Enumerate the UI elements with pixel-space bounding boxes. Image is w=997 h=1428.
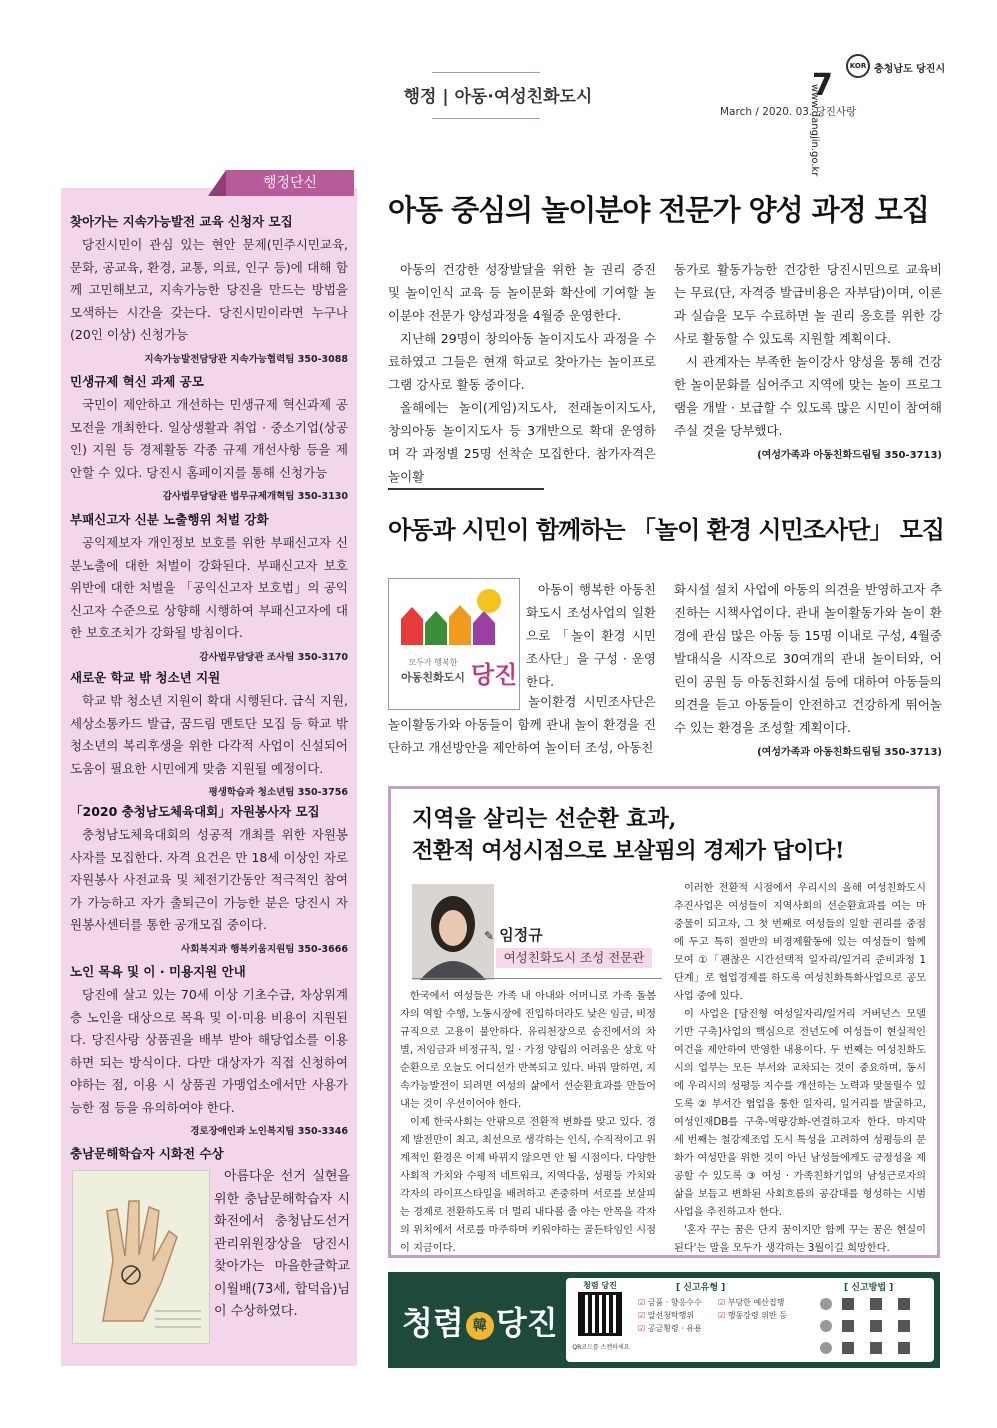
news-item <box>70 510 348 663</box>
report-types-col2 <box>718 1296 808 1322</box>
news-item <box>70 1144 348 1166</box>
section-title: 행정 | 아동·여성친화도시 <box>403 87 593 107</box>
news-poem-text <box>214 1166 350 1324</box>
logo-city: 당진 <box>471 661 518 689</box>
news-title: 부패신고자 신분 노출행위 처벌 강화 <box>70 512 269 527</box>
news-body: 당진시민이 관심 있는 현안 문제(민주시민교육, 문화, 공교육, 환경, 교통, 의료, 인구 등)에 대해 함께 고민해보고, 지속가능한 당진을 만드는 방법을 모색하는 시간을 갖는다. 당진시민이라면 누구나(20인 이상) 신청가능 <box>70 237 348 342</box>
news-source: 감사법무담당관 법무규제개혁팀 350-3130 <box>162 491 348 502</box>
author-photo <box>412 884 494 980</box>
article2-paragraph: 화시설 설치 사업에 아동의 의견을 반영하고자 추진하는 시책사업이다. 관내 놀이활동가와 놀이 환경에 관심 많은 아동 등 15명 이내로 구성, 4월중 발대식을 시작으로 30여개의 관내 놀이터와, 어린이 공원 등 아동친화시설 등에 대하여 아동들의 의견을 듣고 아동들이 안전하고 건강하게 뛰어놀 수 있는 환경을 조성할 계획이다. <box>674 582 942 735</box>
article1-paragraph: 올해에는 놀이(게임)지도사, 전래놀이지도사, 창의아동 놀이지도사 등 3개반으로 확대 운영하며 각 과정별 25명 선착순 모집한다. 참가자격은 놀이활 <box>388 400 656 484</box>
qr-code-icon[interactable] <box>578 1292 622 1336</box>
article1-paragraph: 시 관계자는 부족한 놀이강사 양성을 통해 건강한 놀이문화를 심어주고 지역에 맞는 놀이 프로그램을 개발 · 보급할 수 있도록 많은 시민이 참여해 주실 것을 당부했다. <box>674 354 942 438</box>
news-item <box>70 962 348 1137</box>
banner-logo-text-1: 청렴 <box>402 1304 464 1342</box>
news-body: 아름다운 선거 실현을 위한 충남문해학습자 시화전에서 충청남도선거관리위원장상을 당진시 찾아가는 마을한글학교 이월배(73세, 합덕읍)님이 수상하였다. <box>214 1169 350 1319</box>
news-source: 경로장애인과 노인복지팀 350-3346 <box>190 1126 348 1137</box>
report-panel <box>566 1278 934 1362</box>
article1-col1 <box>388 258 656 488</box>
website-url[interactable]: www.dangjin.go.kr <box>809 84 820 177</box>
news-source: 사회복지과 행복키움지원팀 350-3666 <box>181 943 348 955</box>
column-right-text <box>674 880 926 1258</box>
news-source: 감사법무담당관 조사팀 350-3170 <box>199 651 348 663</box>
banner-logo-mid: 韓 <box>466 1312 494 1340</box>
checkbox-icon: ☑ <box>718 1298 726 1307</box>
logo-caption-main: 아동친화도시 <box>401 671 465 684</box>
checkbox-icon: ☑ <box>638 1298 646 1307</box>
report-methods-title: [ 신고방법 ] <box>844 1283 894 1293</box>
article2-intro <box>526 578 656 693</box>
integrity-banner <box>388 1272 940 1368</box>
article1-source: (여성가족과 아동친화드림팀 350-3713) <box>757 450 942 461</box>
column-left-text <box>400 988 656 1258</box>
news-body: 국민이 제안하고 개선하는 민생규제 혁신과제 공모전을 개최한다. 일상생활과 취업 · 중소기업(상공인) 지원 등 경제활동 각종 규제 개선사항 등을 제안할 수 있다. 당진시 홈페이지를 통해 신청가능 <box>70 397 348 480</box>
article2-headline: 아동과 시민이 함께하는 「놀이 환경 시민조사단」 모집 <box>388 516 944 544</box>
article1-paragraph: 동가로 활동가능한 건강한 당진시민으로 교육비는 무료(단, 자격증 발급비용은 자부담)이며, 이론과 실습을 모두 수료하면 놀 권리 옹호를 위한 강사로 활동할 수 있도록 지원할 계획이다. <box>674 262 942 346</box>
column-paragraph: 이제 한국사회는 안팎으로 전환적 변화를 맞고 있다. 경제 발전만이 최고, 최선으로 생각하는 인식, 수직적이고 위계적인 환경은 이제 바뀌지 않으면 안 될 시점이다. 다양한 사회적 가치와 수평적 네트워크, 지역다움, 성평등 가치와 각자의 라이프스타일을 배려하고 존중하며 서로를 보살피는 경제로 전환하도록 더 멀리 내다볼 줄 아는 안목을 각자의 위치에서 서로를 마주하며 키워야하는 골든타임인 시점이 지금이다. <box>400 1117 656 1254</box>
news-title: 충남문해학습자 시화전 수상 <box>70 1146 224 1161</box>
news-item <box>70 668 348 798</box>
banner-logo-text-2: 당진 <box>495 1304 558 1342</box>
checkbox-icon: ☑ <box>638 1324 646 1333</box>
report-type-item: ☑ 금품 · 향응수수 <box>638 1298 702 1307</box>
city-name: 충청남도 당진시 <box>874 64 946 75</box>
news-item <box>70 372 348 502</box>
header-rule-bottom <box>432 118 540 119</box>
news-item <box>70 802 348 955</box>
news-body: 충청남도체육대회의 성공적 개최를 위한 자원봉사자를 모집한다. 자격 요건은 만 18세 이상인 자로 자원봉사 사전교육 및 체전기간동안 적극적인 참여가 가능하고 자가 출퇴근이 가능한 분은 당진시 자원봉사센터를 통한 공개모집 중이다. <box>70 827 348 932</box>
news-title: 새로운 학교 밖 청소년 지원 <box>70 670 221 685</box>
method-icons <box>818 1294 928 1358</box>
article1-paragraph: 아동의 건강한 성장발달을 위한 놀 권리 증진 및 놀이인식 교육 등 놀이문화 확산에 기여할 놀이분야 전문가 양성과정을 4월중 운영한다. <box>388 262 656 323</box>
city-logo-icon: KOR <box>846 54 870 78</box>
tab-fold <box>208 170 226 196</box>
pen-icon: ✎ <box>484 929 495 943</box>
report-types-col1 <box>638 1296 728 1335</box>
report-methods-icons <box>818 1294 928 1358</box>
article2-col1 <box>388 690 656 759</box>
news-title: 민생규제 혁신 과제 공모 <box>70 374 204 389</box>
report-type-item: ☑ 공금횡령 · 유용 <box>638 1324 702 1333</box>
article2-paragraph: 아동이 행복한 아동친화도시 조성사업의 일환으로 「놀이 환경 시민조사단」을 구성 · 운영한다. <box>526 582 656 689</box>
news-title: 찾아가는 지속가능발전 교육 신청자 모집 <box>70 214 293 229</box>
news-item <box>70 212 348 365</box>
column-headline-1: 지역을 살리는 선순환 효과, <box>412 806 677 832</box>
article1-paragraph: 지난해 29명이 창의아동 놀이지도사 과정을 수료하였고 그들은 현재 학교로 찾아가는 놀이프로그램 강사로 활동 중이다. <box>388 331 656 392</box>
column-paragraph: 한국에서 여성들은 가족 내 아내와 어머니로 가족 돌봄자의 역할 수행, 노동시장에 진입하더라도 낮은 임금, 비정규직으로 고용이 불안하다. 유리천장으로 승진에서의 차별, 저임금과 비정규직, 일 · 가정 양립의 어려움은 상호 악순환으로 오늘도 어디선가 반복되고 있다. 바꿔 말하면, 지속가능발전이 되려면 여성의 삶에서 선순환효과를 만들어 내는 것이 우선이어야 한다. <box>400 991 656 1110</box>
article1-col2 <box>674 258 942 461</box>
news-source: 지속가능발전담당관 지속가능협력팀 350-3088 <box>144 353 348 365</box>
author-title-rule <box>412 978 662 979</box>
article2-source: (여성가족과 아동친화드림팀 350-3713) <box>757 747 942 758</box>
column-paragraph: '혼자 꾸는 꿈은 단지 꿈이지만 함께 꾸는 꿈은 현실이 된다'는 말을 모두가 생각하는 3월이길 희망한다. <box>674 1225 926 1254</box>
qr-caption: QR코드를 스캔하세요 <box>572 1344 630 1351</box>
author-title: 여성친화도시 조성 전문관 <box>496 948 652 968</box>
news-source: 평생학습과 청소년팀 350-3756 <box>208 787 348 798</box>
column-paragraph: 이 사업은 [당진형 여성일자리/일거리 거버넌스 모델 기반 구축]사업의 핵심으로 전년도에 여성들이 현실적인 여건을 제안하여 반영한 내용이다. 두 번째는 여성친화도시의 업무는 모든 부서와 교차되는 것이 중요하며, 동시에 우리시의 성평등 지수를 개선하는 노력과 맞물릴수 있도록 ② 부서간 협업을 통한 일자리, 일거리를 발굴하고, 여성인재DB를 구축-역량강화-연결하고자 한다. 마지막 세 번째는 철강제조업 도시 특성을 고려하여 성평등의 문화가 여성만을 위한 것이 아닌 남성들에게도 긍정성을 제공할 수 있도록 ③ 여성 · 가족친화기업의 남성근로자의 삶을 보듬고 변화된 사회흐름의 공감대를 형성하는 시범사업을 추진하고자 한다. <box>674 1009 926 1218</box>
hand-drawing-icon <box>73 1171 209 1343</box>
report-type-item: ☑ 부당한 예산집행 <box>718 1298 785 1307</box>
article-divider <box>388 488 544 490</box>
news-body: 학교 밖 청소년 지원이 확대 시행된다. 급식 지원, 세상소통카드 발급, 꿈드림 멘토단 모집 등 학교 밖 청소년의 복리후생을 위한 다각적 사업이 신설되어 도움이 필요한 시민에게 맞춤 지원될 예정이다. <box>70 693 348 776</box>
banner-logo <box>402 1298 558 1344</box>
issue-date: March / 2020. 03. 당진사랑 <box>720 106 857 118</box>
news-body: 공익제보자 개인정보 보호를 위한 부패신고자 신분노출에 대한 처벌이 강화된다. 부패신고자 보호 위반에 대한 처벌을 「공익신고자 보호법」의 공익신고자 수준으로 상향해 시행하여 부패신고자에 대한 보호조치가 강화될 방침이다. <box>70 535 348 640</box>
report-type-item: ☑ 행동강령 위반 등 <box>718 1311 787 1320</box>
author-portrait-icon <box>412 884 494 980</box>
report-type-item: ☑ 알선청탁행위 <box>638 1311 695 1320</box>
article2-paragraph: 놀이환경 시민조사단은 놀이활동가와 아동들이 함께 관내 놀이 환경을 진단하고 개선방안을 제안하여 놀이터 조성, 아동친 <box>388 694 656 755</box>
column-headline-2: 전환적 여성시점으로 보살핌의 경제가 답이다! <box>412 838 845 864</box>
news-title: 「2020 충청남도체육대회」자원봉사자 모집 <box>70 804 320 819</box>
news-body: 당진에 살고 있는 70세 이상 기초수급, 차상위계층 노인을 대상으로 목욕 및 이·미용 비용이 지원된다. 당진사랑 상품권을 배부 받아 해당업소를 이용하면 되는 방식이다. 다만 대상자가 직접 신청하여야하는 점, 이용 시 상품권 가맹업소에서만 사용가능한 점 등을 유의하여야 한다. <box>70 987 348 1115</box>
poem-artwork-image <box>72 1170 210 1344</box>
checkbox-icon: ☑ <box>638 1311 646 1320</box>
qr-title: 청렴 당진 <box>583 1281 617 1290</box>
sidebar-tab: 행정단신 <box>226 170 354 196</box>
author-name-row <box>484 924 543 945</box>
report-types-title: [ 신고유형 ] <box>676 1283 726 1293</box>
author-name: 임정규 <box>499 926 543 944</box>
header-rule-top <box>432 72 540 73</box>
column-paragraph: 이러한 전환적 시점에서 우리시의 올해 여성친화도시 추진사업은 여성들이 지역사회의 선순환효과를 여는 마중물이 되고자, 그 첫 번째로 여성들의 일할 권리를 중점에 두고 특히 절반의 비경제활동에 있는 여성들이 함께 모여 ①「괜찮은 시간선택적 일자리/일거리 준비과정 1단계」로 협업경제를 하도록 여성친화특화사업으로 공모사업 중에 있다. <box>674 883 926 1002</box>
news-title: 노인 목욕 및 이 · 미용지원 안내 <box>70 964 246 979</box>
article2-col2 <box>674 578 942 758</box>
checkbox-icon: ☑ <box>718 1311 726 1320</box>
article1-headline: 아동 중심의 놀이분야 전문가 양성 과정 모집 <box>388 193 929 227</box>
logo-caption-top: 모두가 행복한 <box>408 658 458 667</box>
page-number: 7 <box>812 68 833 103</box>
